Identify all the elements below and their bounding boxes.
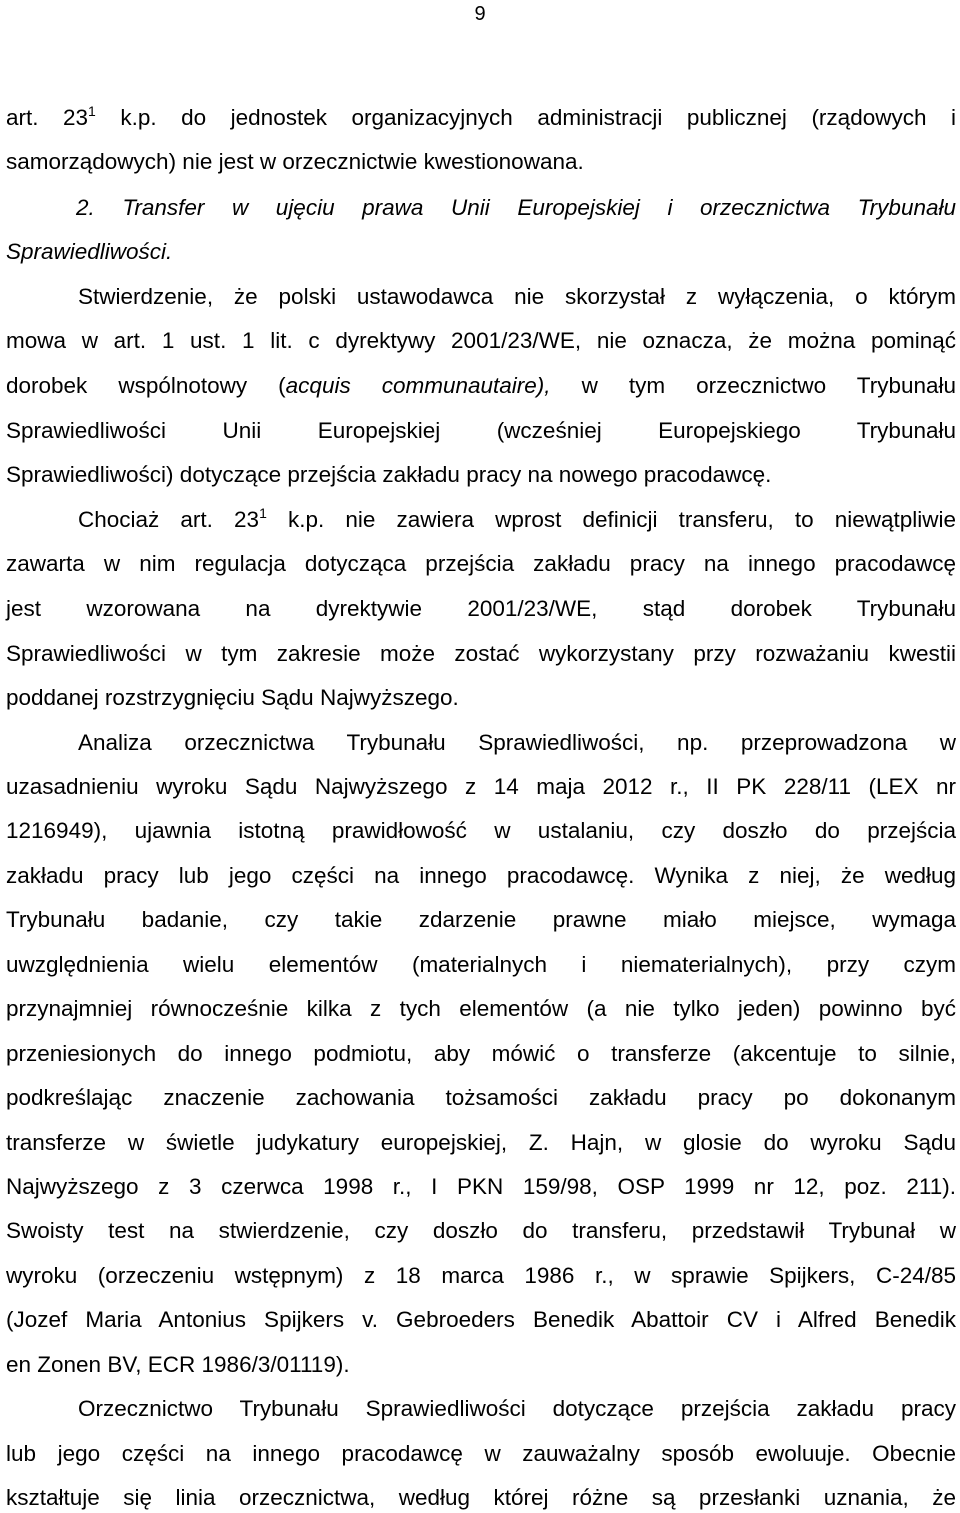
text-line <box>6 1483 956 1513</box>
text-line <box>6 594 956 624</box>
text-segment: przeniesionych do innego podmiotu, aby mówić o transferze (akcentuje to silnie, <box>6 1041 956 1066</box>
text-line <box>6 416 956 446</box>
text-segment: Najwyższego z 3 czerwca 1998 r., I PKN 159/98, OSP 1999 nr 12, poz. 211). <box>6 1174 956 1199</box>
text-line <box>6 994 956 1024</box>
text-segment: Sprawiedliwości Unii Europejskiej (wcześniej Europejskiego Trybunału <box>6 418 956 443</box>
text-segment: lub jego części na innego pracodawcę w zauważalny sposób ewoluuje. Obecnie <box>6 1441 956 1466</box>
text-segment: Swoisty test na stwierdzenie, czy doszło do transferu, przedstawił Trybunał w <box>6 1218 956 1243</box>
text-line <box>6 1261 956 1291</box>
text-segment: acquis communautaire), <box>285 373 551 398</box>
text-segment: przynajmniej równocześnie kilka z tych elementów (a nie tylko jeden) powinno być <box>6 996 956 1021</box>
section-heading-line <box>6 193 956 223</box>
text-segment: Chociaż art. 23 <box>78 507 260 532</box>
text-line <box>6 639 956 669</box>
text-line <box>6 505 956 535</box>
text-line <box>6 816 956 846</box>
text-line <box>6 728 956 758</box>
text-segment: w tym orzecznictwo Trybunału <box>550 373 957 398</box>
section-heading-line <box>6 237 956 267</box>
text-segment: Sprawiedliwości) dotyczące przejścia zakładu pracy na nowego pracodawcę. <box>6 462 772 487</box>
text-line <box>6 905 956 935</box>
text-segment: en Zonen BV, ECR 1986/3/01119). <box>6 1352 350 1377</box>
text-segment: podkreślając znaczenie zachowania tożsamości zakładu pracy po dokonanym <box>6 1085 956 1110</box>
text-segment: uzasadnieniu wyroku Sądu Najwyższego z 14 maja 2012 r., II PK 228/11 (LEX nr <box>6 774 956 799</box>
text-line <box>6 282 956 312</box>
text-line <box>6 460 956 490</box>
page-number: 9 <box>474 3 486 25</box>
text-segment: jest wzorowana na dyrektywie 2001/23/WE, stąd dorobek Trybunału <box>6 596 956 621</box>
superscript: 1 <box>88 103 96 119</box>
text-segment: mowa w art. 1 ust. 1 lit. c dyrektywy 2001/23/WE, nie oznacza, że można pominąć <box>6 328 956 353</box>
text-segment: 2. Transfer w ujęciu prawa Unii Europejskiej i orzecznictwa Trybunału <box>76 195 956 220</box>
text-segment: Orzecznictwo Trybunału Sprawiedliwości dotyczące przejścia zakładu pracy <box>78 1396 956 1421</box>
text-segment: k.p. do jednostek organizacyjnych administracji publicznej (rządowych i <box>95 105 956 130</box>
text-segment: wyroku (orzeczeniu wstępnym) z 18 marca 1986 r., w sprawie Spijkers, C-24/85 <box>6 1263 956 1288</box>
text-line <box>6 371 956 401</box>
text-segment: kształtuje się linia orzecznictwa, według której różne są przesłanki uznania, że <box>6 1485 956 1510</box>
text-line <box>6 1439 956 1469</box>
text-segment: poddanej rozstrzygnięciu Sądu Najwyższego. <box>6 685 459 710</box>
text-segment: samorządowych) nie jest w orzecznictwie kwestionowana. <box>6 149 584 174</box>
text-segment: transferze w świetle judykatury europejskiej, Z. Hajn, w glosie do wyroku Sądu <box>6 1130 956 1155</box>
text-segment: zakładu pracy lub jego części na innego pracodawcę. Wynika z niej, że według <box>6 863 956 888</box>
text-line <box>6 772 956 802</box>
text-line <box>6 1216 956 1246</box>
text-segment: Sprawiedliwości w tym zakresie może zostać wykorzystany przy rozważaniu kwestii <box>6 641 956 666</box>
superscript: 1 <box>259 505 267 521</box>
text-segment: k.p. nie zawiera wprost definicji transferu, to niewątpliwie <box>266 507 957 532</box>
text-segment: 1216949), ujawnia istotną prawidłowość w ustalaniu, czy doszło do przejścia <box>6 818 956 843</box>
text-segment: Trybunału badanie, czy takie zdarzenie prawne miało miejsce, wymaga <box>6 907 956 932</box>
text-line <box>6 549 956 579</box>
text-line <box>6 1350 956 1380</box>
text-segment: uwzględnienia wielu elementów (materialnych i niematerialnych), przy czym <box>6 952 956 977</box>
text-line <box>6 1394 956 1424</box>
text-line <box>6 147 956 177</box>
text-segment: (Jozef Maria Antonius Spijkers v. Gebroeders Benedik Abattoir CV i Alfred Benedik <box>6 1307 956 1332</box>
text-segment: Analiza orzecznictwa Trybunału Sprawiedliwości, np. przeprowadzona w <box>78 730 956 755</box>
text-line <box>6 1305 956 1335</box>
text-segment: art. 23 <box>6 105 89 130</box>
text-line <box>6 103 956 133</box>
text-line <box>6 1128 956 1158</box>
text-line <box>6 1172 956 1202</box>
text-line <box>6 1083 956 1113</box>
text-line <box>6 326 956 356</box>
text-line <box>6 861 956 891</box>
text-segment: Stwierdzenie, że polski ustawodawca nie skorzystał z wyłączenia, o którym <box>78 284 956 309</box>
text-segment: dorobek wspólnotowy ( <box>6 373 286 398</box>
text-segment: zawarta w nim regulacja dotycząca przejścia zakładu pracy na innego pracodawcę <box>6 551 956 576</box>
text-segment: Sprawiedliwości. <box>6 239 173 264</box>
text-line <box>6 1039 956 1069</box>
text-line <box>6 950 956 980</box>
text-line <box>6 683 956 713</box>
